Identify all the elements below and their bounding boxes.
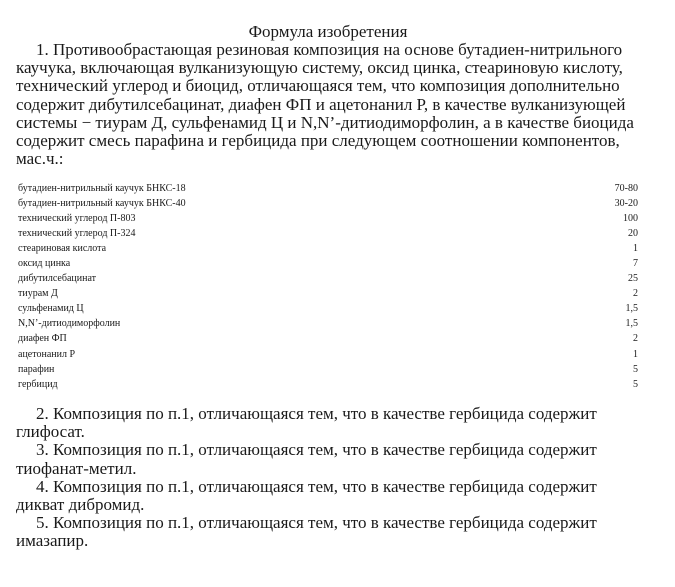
table-row <box>18 181 640 196</box>
table-row <box>18 331 640 346</box>
component-name: бутадиен-нитрильный каучук БНКС-18 <box>18 183 186 194</box>
component-value: 70-80 <box>614 183 638 194</box>
table-row <box>18 362 640 377</box>
component-name: технический углерод П-803 <box>18 213 136 225</box>
component-value: 20 <box>628 228 638 240</box>
component-name: стеариновая кислота <box>18 243 107 255</box>
table-row <box>18 211 640 226</box>
component-value: 1,5 <box>625 318 638 330</box>
component-name: парафин <box>18 363 55 375</box>
component-name: бутадиен-нитрильный каучук БНКС-40 <box>18 198 186 210</box>
component-name: N,N’-дитиодиморфолин <box>18 318 121 330</box>
dependent-claims <box>16 405 644 551</box>
table-row <box>18 316 640 331</box>
table-row <box>18 241 640 256</box>
claim-2-text: 2. Композиция по п.1, отличающаяся тем, что в качестве гербицида содержит глифосат. <box>16 404 597 442</box>
component-name: сульфенамид Ц <box>18 303 84 315</box>
claim-5-text: 5. Композиция по п.1, отличающаяся тем, что в качестве гербицида содержит имазапир. <box>16 513 597 551</box>
component-name: гербицид <box>18 378 58 390</box>
component-value: 30-20 <box>614 198 638 210</box>
component-value: 7 <box>633 258 638 270</box>
component-value: 2 <box>633 288 638 300</box>
claim-4-text: 4. Композиция по п.1, отличающаяся тем, что в качестве гербицида содержит дикват дибромид. <box>16 476 597 515</box>
components-table <box>18 181 640 392</box>
component-value: 25 <box>628 273 638 285</box>
table-row <box>18 226 640 241</box>
component-value: 2 <box>633 333 638 345</box>
component-name: диафен ФП <box>18 333 67 345</box>
document-title: Формула изобретения <box>248 22 408 41</box>
component-value: 1,5 <box>625 303 638 315</box>
table-row <box>18 271 640 286</box>
table-row <box>18 301 640 316</box>
component-value: 1 <box>633 348 638 360</box>
component-value: 5 <box>633 363 638 375</box>
component-value: 5 <box>633 378 638 390</box>
component-name: дибутилсебацинат <box>18 273 96 285</box>
component-name: технический углерод П-324 <box>18 228 136 240</box>
component-name: ацетонанил Р <box>18 348 76 360</box>
component-name: оксид цинка <box>18 258 71 270</box>
claim-1-text: 1. Противообрастающая резиновая композиция на основе бутадиен-нитрильного каучука, включающая вулканизующую систему, оксид цинка, стеариновую кислоту, технический углерод и биоцид, отличающаяся тем, что композиция дополнительно содержит дибутилсебацинат, диафен ФП и ацетонанил Р, в качестве вулканизующей системы − тиурам Д, сульфенамид Ц и N,N’-дитиодиморфолин, а в качестве биоцида содержит смесь парафина и гербицида при следующем соотношении компонентов, мас.ч.: <box>16 40 634 169</box>
claim-3-text: 3. Композиция по п.1, отличающаяся тем, что в качестве гербицида содержит тиофанат-метил. <box>16 440 597 478</box>
table-row <box>18 286 640 301</box>
table-row <box>18 377 640 392</box>
table-row <box>18 256 640 271</box>
component-value: 100 <box>623 213 638 225</box>
component-value: 1 <box>633 243 638 255</box>
table-row <box>18 196 640 211</box>
component-name: тиурам Д <box>18 288 58 300</box>
table-row <box>18 347 640 362</box>
